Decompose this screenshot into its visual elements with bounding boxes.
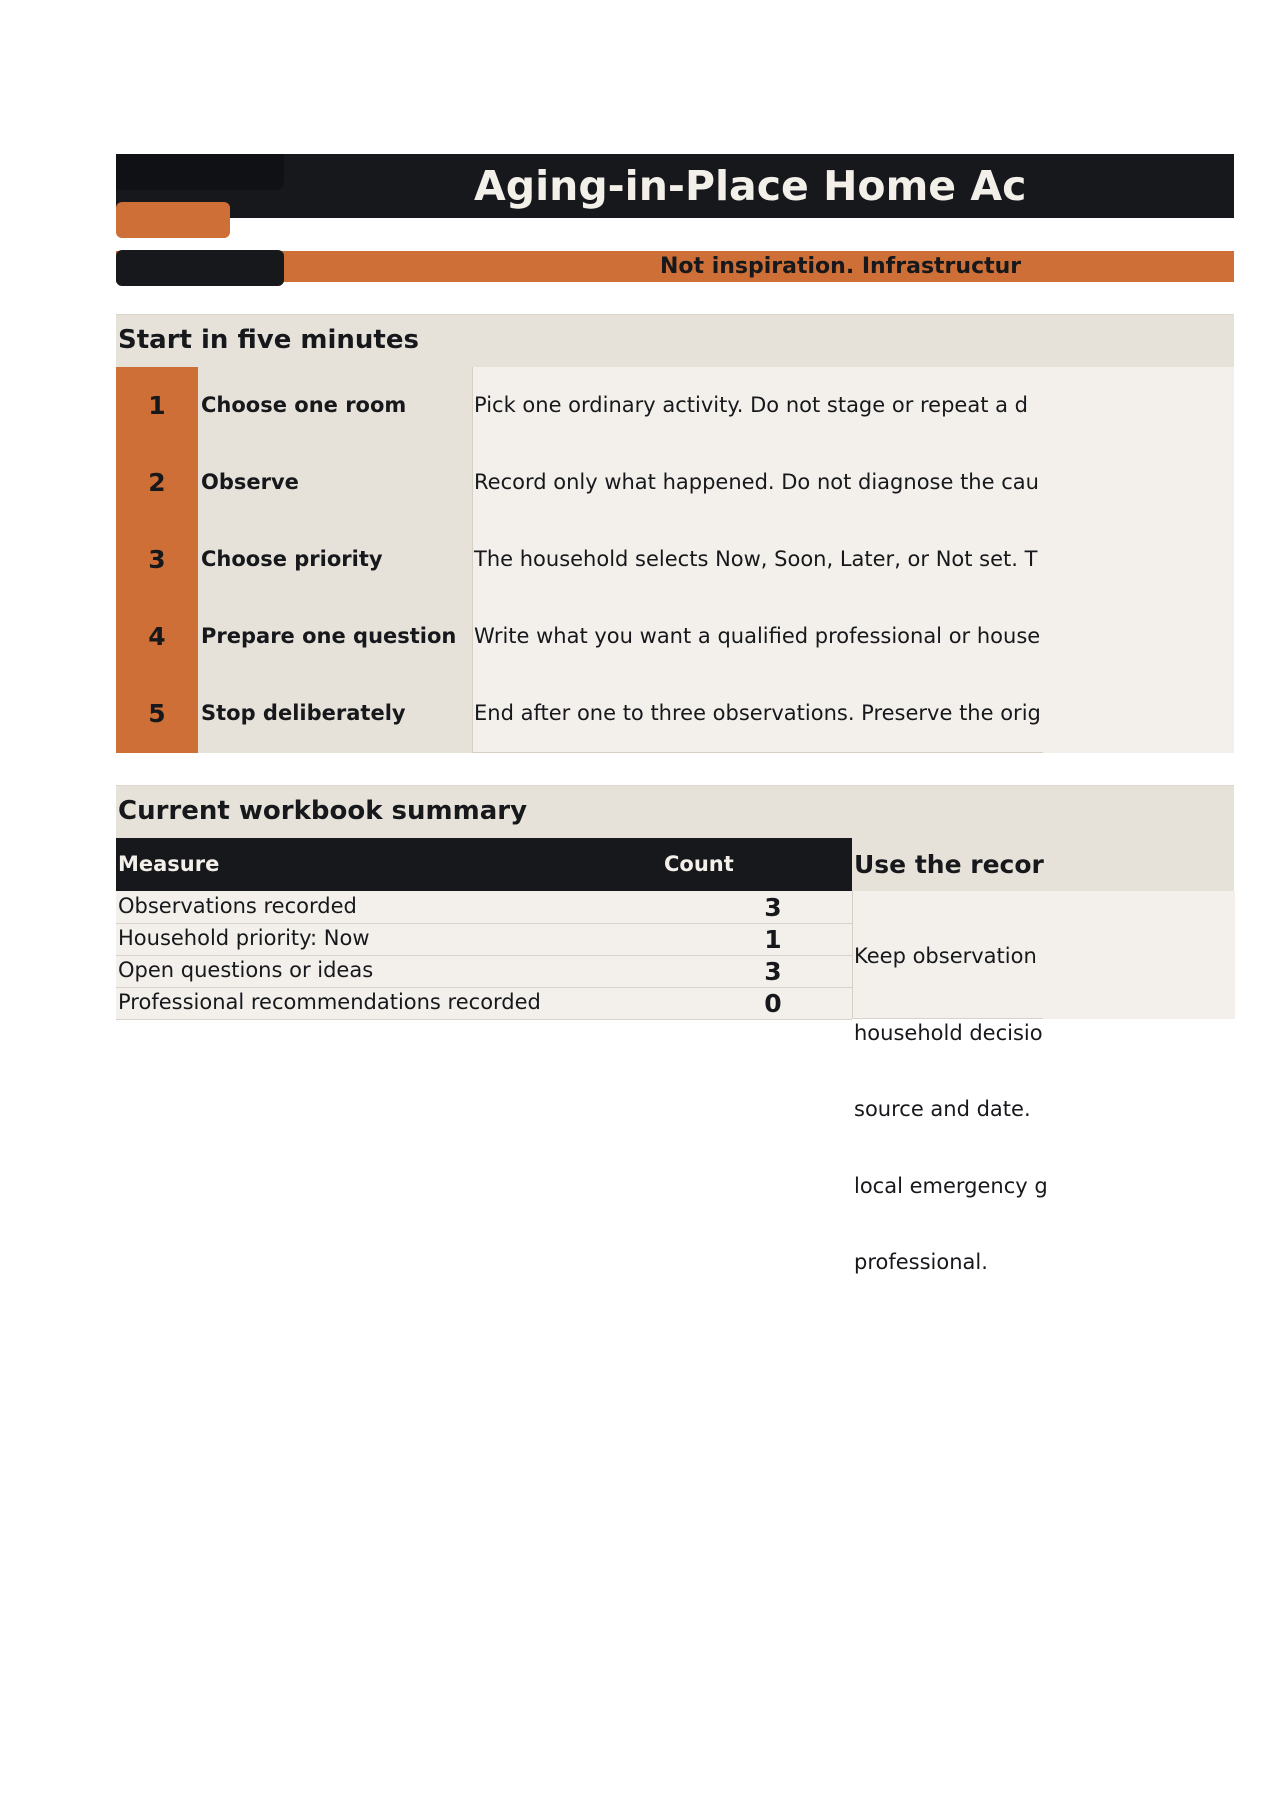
table-row <box>116 923 852 956</box>
page-subtitle: Not inspiration. Infrastructur <box>660 254 1022 279</box>
use-record-text <box>854 893 1048 1274</box>
row-label: Professional recommendations recorded <box>118 990 541 1014</box>
summary-table-header <box>116 838 852 891</box>
steps-divider <box>473 752 1043 753</box>
title-tab-accent <box>116 202 230 238</box>
steps-name-column <box>198 367 473 753</box>
subtitle-tab-dark <box>116 250 284 286</box>
step-number: 3 <box>148 545 166 574</box>
use-record-line: household decisio <box>854 1020 1043 1045</box>
column-header-count: Count <box>664 852 734 876</box>
steps-number-column <box>116 367 198 753</box>
step-name: Choose priority <box>201 547 383 571</box>
start-section-title: Start in five minutes <box>118 325 419 355</box>
step-number: 1 <box>148 391 166 420</box>
use-record-line: local emergency g <box>854 1173 1048 1198</box>
step-description: Record only what happened. Do not diagnose the cau <box>474 470 1039 494</box>
row-label: Open questions or ideas <box>118 958 374 982</box>
step-name: Observe <box>201 470 299 494</box>
use-record-line: source and date. <box>854 1097 1031 1121</box>
table-row <box>116 955 852 988</box>
summary-section-title: Current workbook summary <box>118 796 528 826</box>
step-description: The household selects Now, Soon, Later, or Not set. T <box>474 547 1038 571</box>
row-label: Household priority: Now <box>118 926 370 950</box>
column-header-measure: Measure <box>118 852 220 876</box>
step-number: 4 <box>148 622 166 651</box>
row-count: 3 <box>764 957 782 986</box>
step-number: 2 <box>148 468 166 497</box>
step-number: 5 <box>148 699 166 728</box>
step-description: Write what you want a qualified professional or house <box>474 624 1041 648</box>
step-name: Stop deliberately <box>201 701 406 725</box>
row-count: 1 <box>764 925 782 954</box>
step-name: Prepare one question <box>201 624 457 648</box>
use-record-line: Keep observation <box>854 944 1037 968</box>
row-label: Observations recorded <box>118 894 357 918</box>
steps-description-column <box>473 367 1234 753</box>
page-title: Aging-in-Place Home Ac <box>474 162 1027 210</box>
step-description: Pick one ordinary activity. Do not stage or repeat a d <box>474 393 1029 417</box>
step-description: End after one to three observations. Preserve the orig <box>474 701 1041 725</box>
table-row <box>116 891 852 924</box>
row-count: 0 <box>764 989 782 1018</box>
use-record-line: professional. <box>854 1250 988 1274</box>
use-record-heading: Use the recor <box>854 850 1044 879</box>
title-tab-dark <box>116 154 284 190</box>
step-name: Choose one room <box>201 393 407 417</box>
row-count: 3 <box>764 893 782 922</box>
table-row <box>116 987 852 1020</box>
